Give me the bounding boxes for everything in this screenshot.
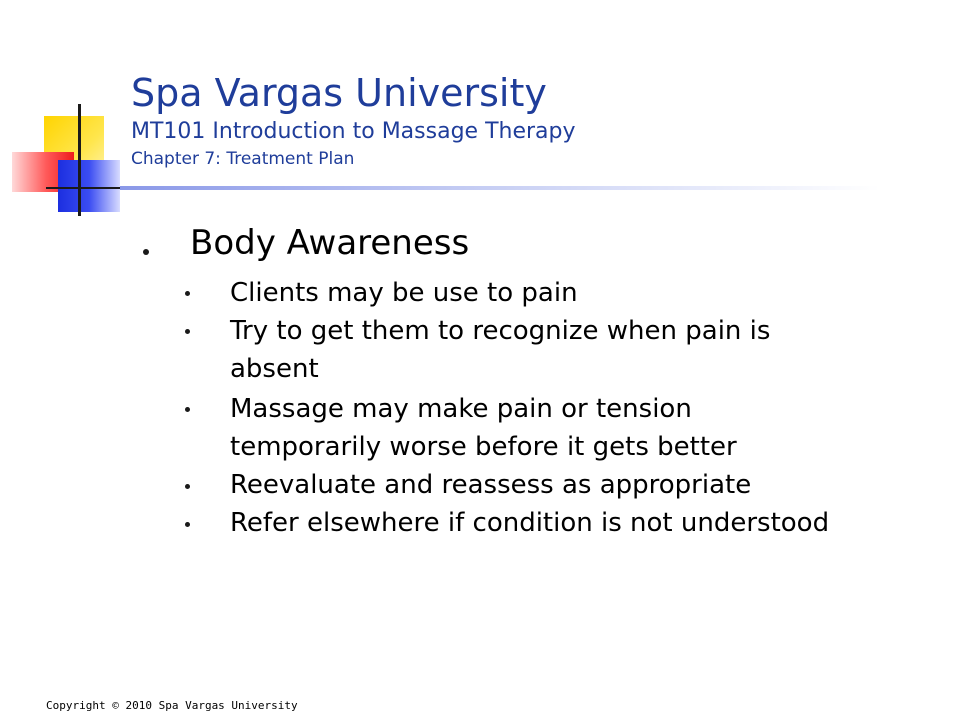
logo-blue-square bbox=[58, 160, 120, 212]
logo-vertical-line bbox=[78, 104, 81, 216]
title-divider bbox=[120, 186, 880, 190]
slide-title: Spa Vargas University bbox=[131, 71, 547, 115]
decorative-logo bbox=[0, 0, 140, 220]
list-item: Massage may make pain or tension temporarily worse before it gets better bbox=[230, 394, 737, 462]
bullet-dot-icon bbox=[185, 291, 190, 296]
bullet-dot-icon bbox=[143, 249, 149, 255]
list-item: Try to get them to recognize when pain is absent bbox=[230, 316, 771, 384]
list-item: Clients may be use to pain bbox=[230, 278, 578, 308]
course-subtitle: MT101 Introduction to Massage Therapy bbox=[131, 119, 576, 144]
logo-horizontal-line bbox=[46, 187, 126, 189]
section-heading: Body Awareness bbox=[190, 223, 470, 263]
chapter-label: Chapter 7: Treatment Plan bbox=[131, 149, 355, 169]
list-item: Reevaluate and reassess as appropriate bbox=[230, 470, 752, 500]
bullet-dot-icon bbox=[185, 329, 190, 334]
list-item: Refer elsewhere if condition is not understood bbox=[230, 508, 830, 538]
bullet-dot-icon bbox=[185, 407, 190, 412]
bullet-dot-icon bbox=[185, 522, 190, 527]
copyright-footer: Copyright © 2010 Spa Vargas University bbox=[46, 699, 298, 712]
bullet-dot-icon bbox=[185, 484, 190, 489]
